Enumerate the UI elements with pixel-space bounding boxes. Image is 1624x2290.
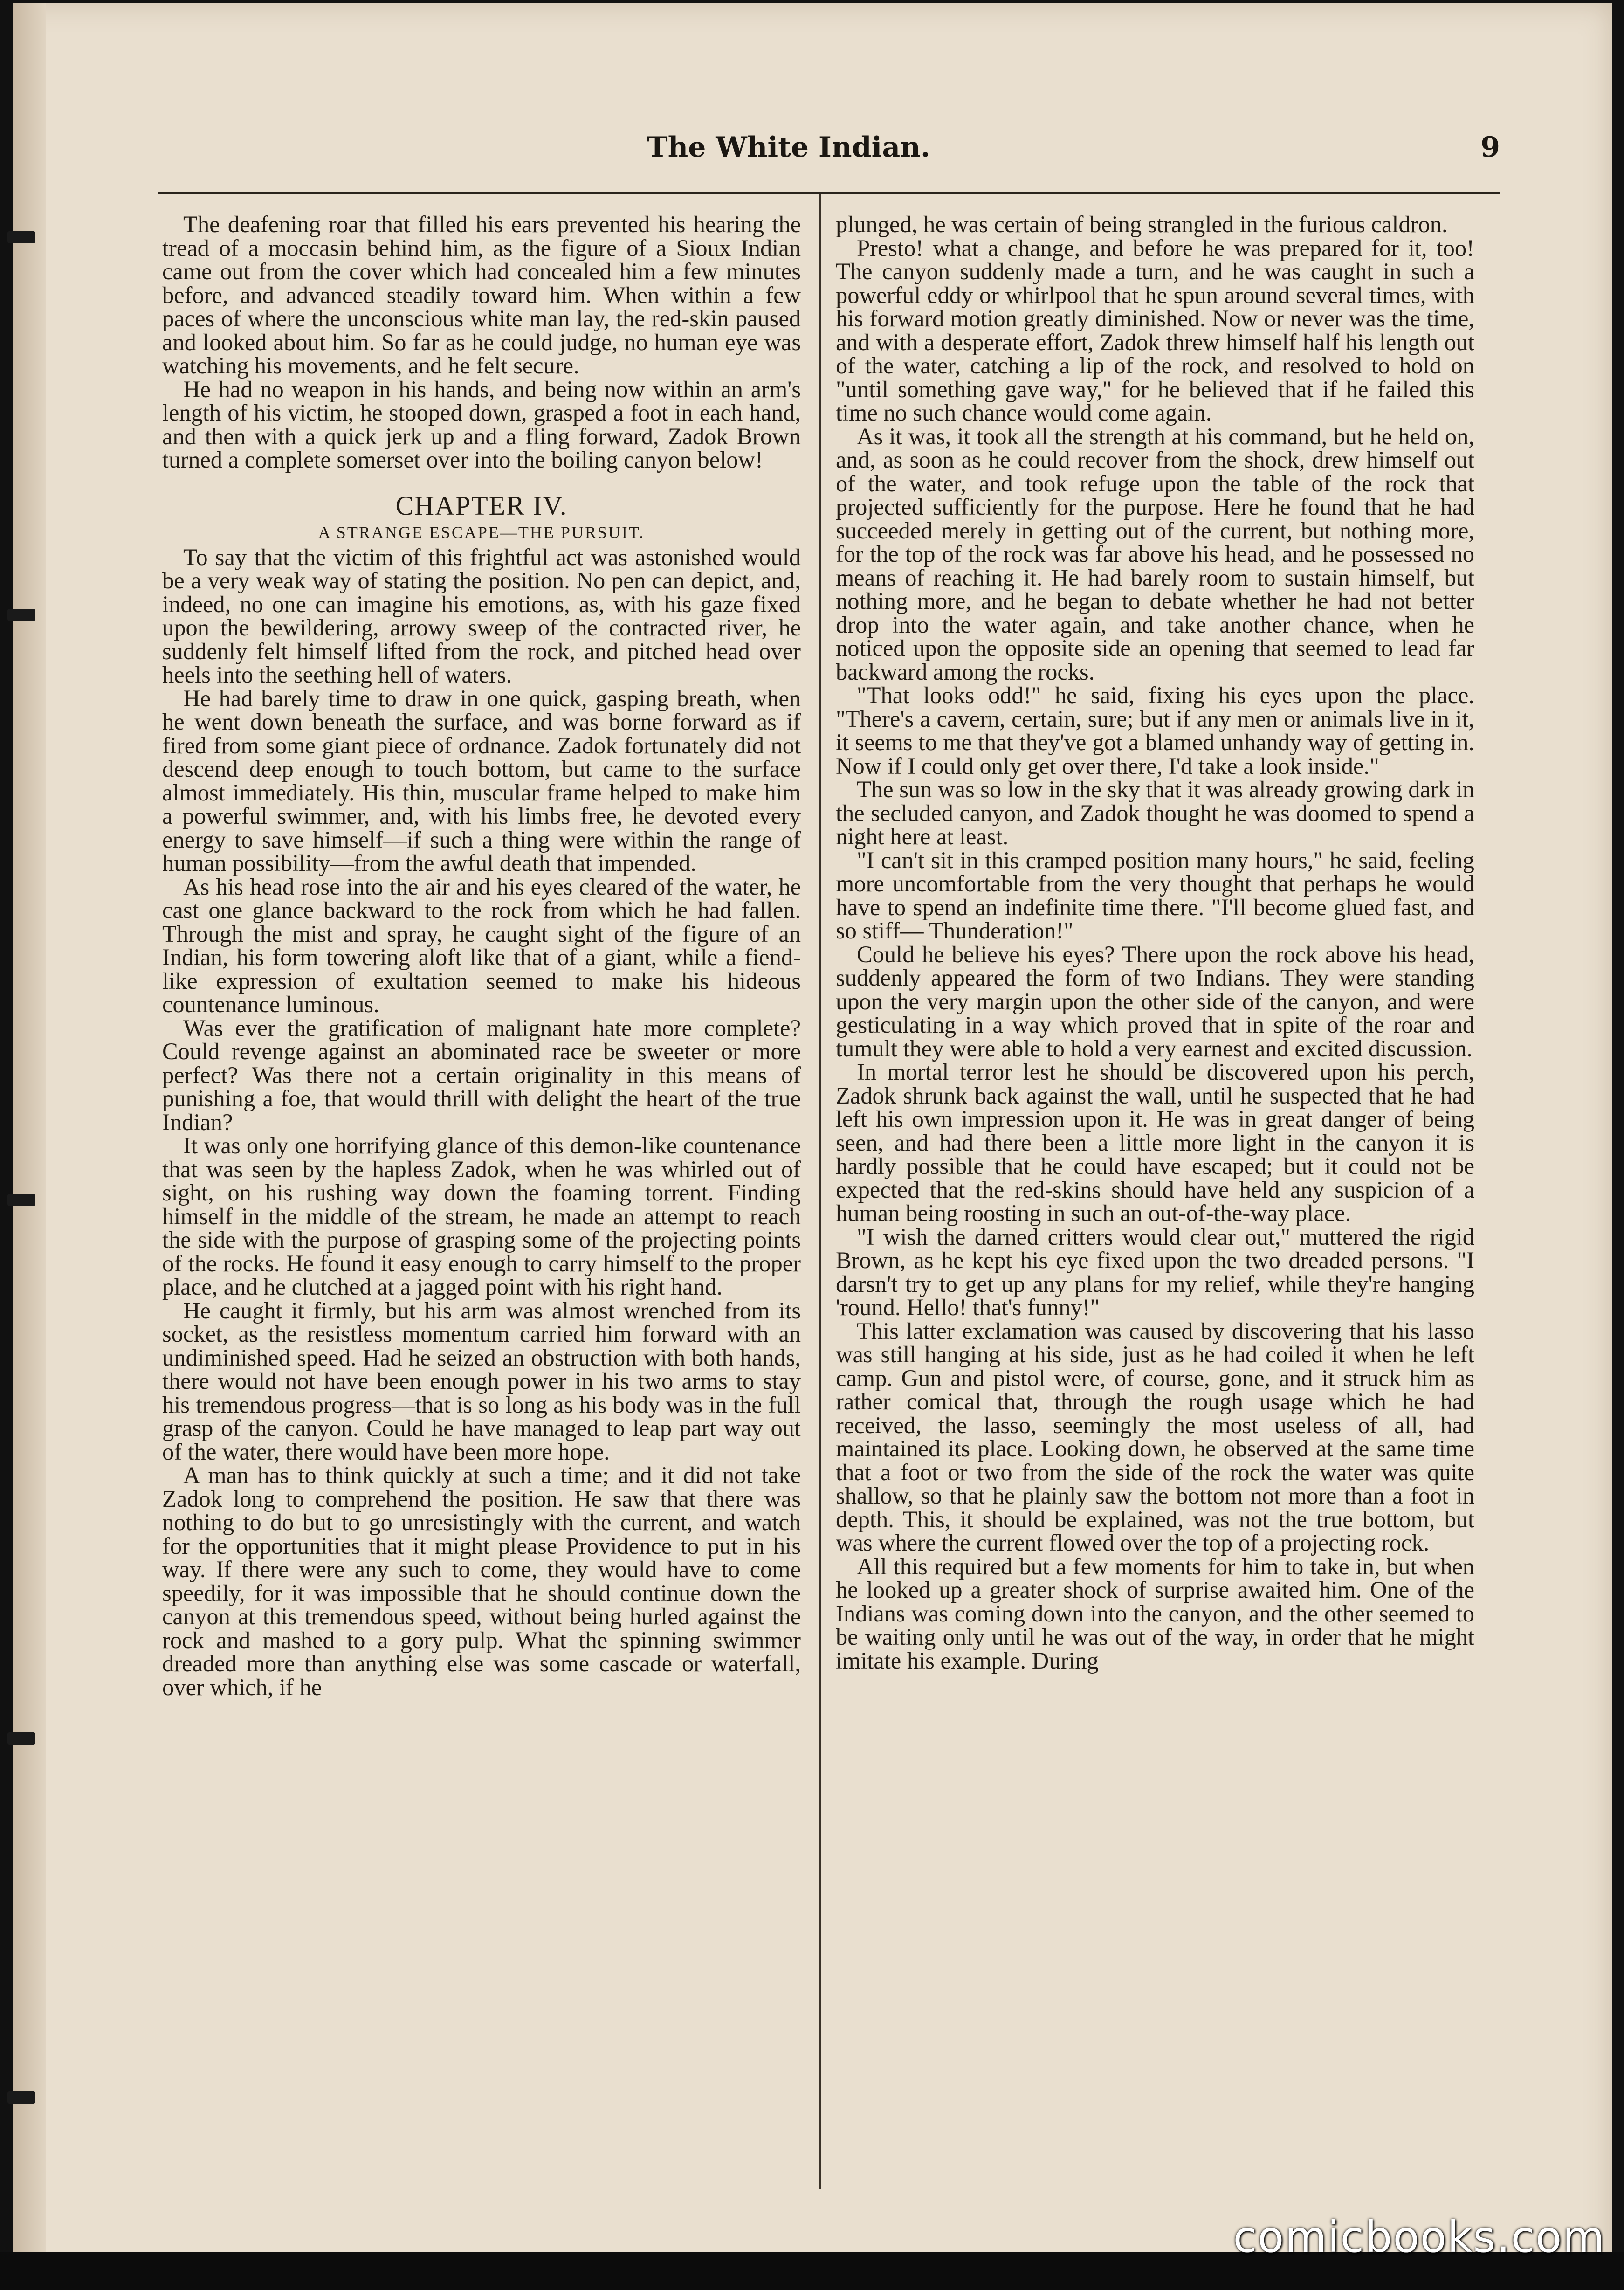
chapter-title: CHAPTER IV.: [395, 490, 568, 521]
page-sheet: [13, 3, 1612, 2285]
paragraph: A man has to think quickly at such a time; and it did not take Zadok long to comprehend the position. He saw that there was nothing to do but to go unresistingly with the current, and watch for the opportunities that it might please Providence to put in his way. If there were any such to come, they would have to come speedily, for it was impossible that he should continue down the canyon at this tremendous speed, without being hurled against the rock and mashed to a gory pulp. What the spinning swimmer dreaded more than anything else was some cascade or waterfall, over which, if he: [162, 1462, 801, 1700]
header-rule: [158, 192, 1500, 194]
paragraph: Presto! what a change, and before he was prepared for it, too! The canyon suddenly made a turn, and he was caught in such a powerful eddy or whirlpool that he spun around several times, with his forward motion greatly diminished. Now or never was the time, and with a desperate effort, Zadok threw himself half his length out of the water, catching a lip of the rock, and resolved to hold on "until something gave way," for he believed that if he failed this time no such chance would come again.: [836, 235, 1474, 426]
binding-edge: [13, 3, 46, 2285]
column-divider: [819, 194, 821, 2189]
paragraph: plunged, he was certain of being strangled in the furious caldron.: [836, 213, 1448, 237]
left-column: [162, 213, 801, 2194]
right-column: [836, 213, 1474, 2194]
paragraph: The sun was so low in the sky that it was already growing dark in the secluded canyon, and Zadok thought he was doomed to spend a night here at least.: [836, 776, 1474, 849]
paragraph: "I can't sit in this cramped position many hours," he said, feeling more uncomfortable from the very thought that perhaps he would have to spend an indefinite time there. "I'll become glued fast, and so stiff— Thunderation!": [836, 847, 1474, 944]
paragraph: In mortal terror lest he should be discovered upon his perch, Zadok shrunk back against the wall, until he suspected that he had left his own impression upon it. He was in great danger of being seen, and had there been a little more light in the canyon it is hardly possible that he could have escaped; but it could not be expected that the red-skins should have held any suspicion of a human being roosting in such an out-of-the-way place.: [836, 1059, 1474, 1226]
paragraph: "I wish the darned critters would clear out," muttered the rigid Brown, as he kept his eye fixed upon the two dreaded persons. "I darsn't try to get up any plans for my relief, while they're hanging 'round. Hello! that's funny!": [836, 1223, 1474, 1320]
paragraph: As it was, it took all the strength at his command, but he held on, and, as soon as he could recover from the shock, drew himself out of the water, and took refuge upon the table of the rock that projected sufficiently for the purpose. Here he found that he had succeeded merely in getting out of the current, but nothing more, for the top of the rock was far above his head, and he possessed no means of reaching it. He had barely room to sustain himself, but nothing more, and he began to debate whether he had not better drop into the water again, and take another chance, when he noticed upon the opposite side an opening that seemed to lead far backward among the rocks.: [836, 423, 1474, 685]
watermark: comicbooks.com: [1233, 2212, 1605, 2262]
paragraph: Was ever the gratification of malignant hate more complete? Could revenge against an abominated race be sweeter or more perfect? Was there not a certain originality in this means of punishing a foe, that would thrill with delight the heart of the true Indian?: [162, 1014, 801, 1135]
paragraph: Could he believe his eyes? There upon the rock above his head, suddenly appeared the form of two Indians. They were standing upon the very margin upon the other side of the canyon, and were gesticulating in a way which proved that in spite of the roar and tumult they were able to hold a very earnest and excited discussion.: [836, 941, 1474, 1062]
paragraph: He had no weapon in his hands, and being now within an arm's length of his victim, he stooped down, grasped a foot in each hand, and then with a quick jerk up and a fling forward, Zadok Brown turned a complete somerset over into the boiling canyon below!: [162, 376, 801, 473]
paragraph: It was only one horrifying glance of this demon-like countenance that was seen by the hapless Zadok, when he was whirled out of sight, on his rushing way down the foaming torrent. Finding himself in the middle of the stream, he made an attempt to reach the side with the purpose of grasping some of the projecting points of the rocks. He found it easy enough to carry himself to the proper place, and he clutched at a jagged point with his right hand.: [162, 1132, 801, 1300]
running-title: The White Indian.: [647, 131, 930, 164]
paragraph: "That looks odd!" he said, fixing his eyes upon the place. "There's a cavern, certain, sure; but if any men or animals live in it, it seems to me that they've got a blamed unhandy way of getting in. Now if I could only get over there, I'd take a look inside.": [836, 682, 1474, 779]
binding-staple: [7, 1194, 35, 1206]
paragraph: The deafening roar that filled his ears prevented his hearing the tread of a moccasin behind him, as the figure of a Sioux Indian came out from the cover which had concealed him a few minutes before, and advanced steadily toward him. When within a few paces of where the unconscious white man lay, the red-skin paused and looked about him. So far as he could judge, no human eye was watching his movements, and he felt secure.: [162, 213, 801, 379]
paragraph: This latter exclamation was caused by discovering that his lasso was still hanging at his side, just as he had coiled it when he left camp. Gun and pistol were, of course, gone, and it struck him as rather comical that, through the rough usage which he had received, the lasso, seemingly the most useless of all, had maintained its place. Looking down, he observed at the same time that a foot or two from the side of the rock the water was quite shallow, so that he plainly saw the bottom not more than a foot in depth. This, it should be explained, was not the true bottom, but was where the current flowed over the top of a projecting rock.: [836, 1317, 1474, 1556]
binding-staple: [7, 1732, 35, 1745]
binding-staple: [7, 2091, 35, 2104]
paragraph: As his head rose into the air and his eyes cleared of the water, he cast one glance backward to the rock from which he had fallen. Through the mist and spray, he caught sight of the figure of an Indian, his form towering aloft like that of a giant, while a fiend-like expression of exultation seemed to make his hideous countenance luminous.: [162, 873, 801, 1017]
binding-staple: [7, 609, 35, 621]
paragraph: He caught it firmly, but his arm was almost wrenched from its socket, as the resistless momentum carried him forward with an undiminished speed. Had he seized an obstruction with both hands, there would not have been enough power in his two arms to stay his tremendous progress—that is so long as his body was in the full grasp of the canyon. Could he have managed to leap part way out of the water, there would have been more hope.: [162, 1297, 801, 1465]
binding-staple: [7, 231, 35, 243]
paragraph: All this required but a few moments for him to take in, but when he looked up a greater shock of surprise awaited him. One of the Indians was coming down into the canyon, and the other seemed to be waiting only until he was out of the way, in order that he might imitate his example. During: [836, 1553, 1474, 1674]
paragraph: He had barely time to draw in one quick, gasping breath, when he went down beneath the surface, and was borne forward as if fired from some giant piece of ordnance. Zadok fortunately did not descend deep enough to touch bottom, but came to the surface almost immediately. His thin, muscular frame helped to make him a powerful swimmer, and, with his limbs free, he devoted every energy to save himself—if such a thing were within the range of human possibility—from the awful death that impended.: [162, 685, 801, 876]
page-number: 9: [1480, 131, 1500, 164]
page-header: [158, 131, 1500, 173]
chapter-subtitle: A STRANGE ESCAPE—THE PURSUIT.: [318, 523, 645, 542]
paragraph: To say that the victim of this frightful act was astonished would be a very weak way of stating the position. No pen can depict, and, indeed, no one can imagine his emotions, as, with his gaze fixed upon the bewildering, arrowy sweep of the contracted river, he suddenly felt himself lifted from the rock, and pitched head over heels into the seething hell of waters.: [162, 544, 801, 688]
